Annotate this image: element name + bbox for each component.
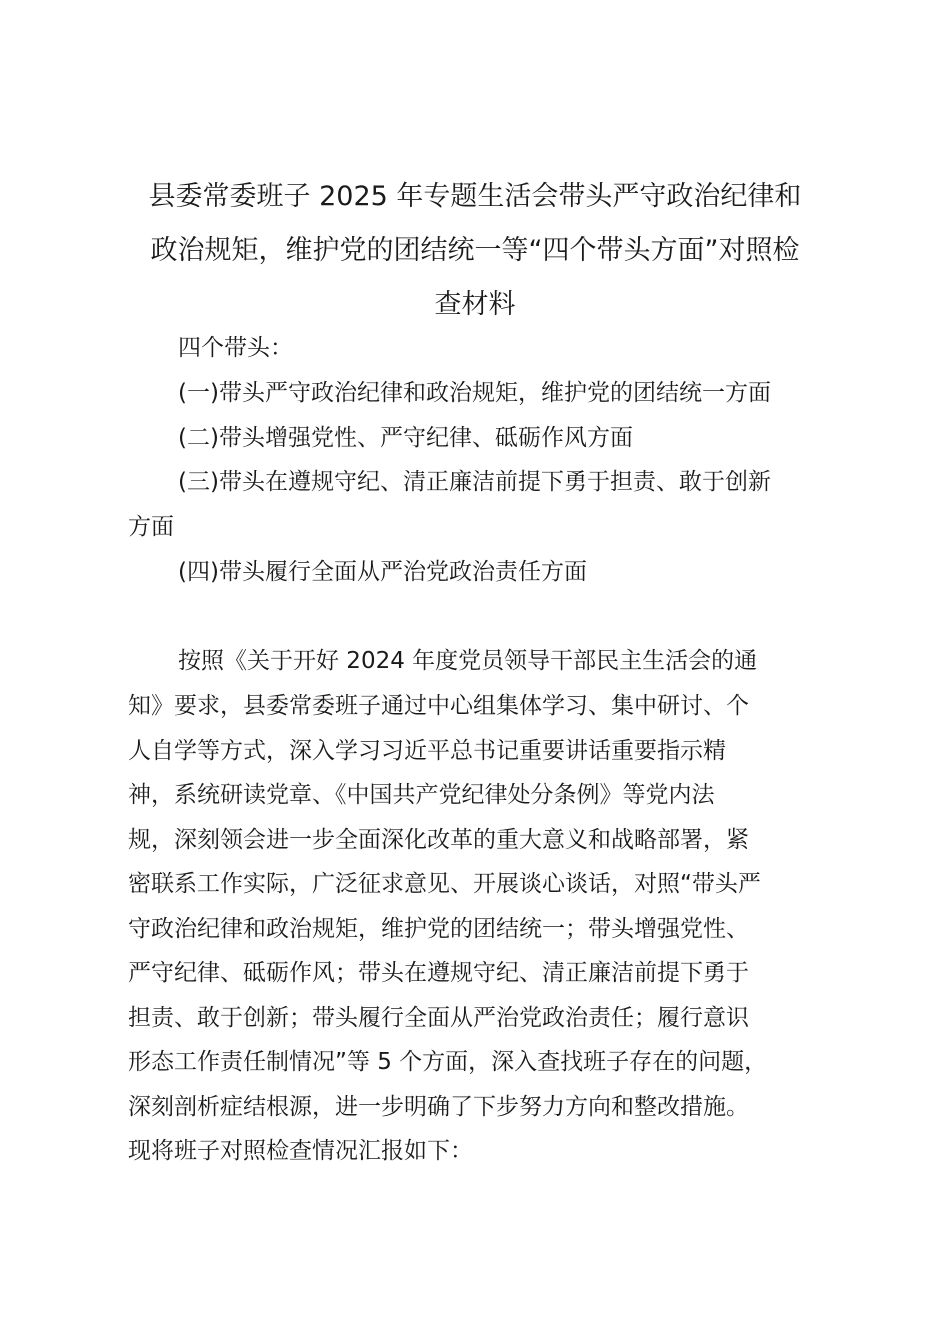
body-line: 守政治纪律和政治规矩，维护党的团结统一；带头增强党性、 <box>128 916 749 942</box>
body-line: 严守纪律、砥砺作风；带头在遵规守纪、清正廉洁前提下勇于 <box>128 960 749 986</box>
body-line: 按照《关于开好 2024 年度党员领导干部民主生活会的通 <box>178 648 758 674</box>
document-title <box>120 170 830 332</box>
body-line: 密联系工作实际，广泛征求意见、开展谈心谈话，对照“带头严 <box>128 871 761 897</box>
title-line-1: 县委常委班子 2025 年专题生活会带头严守政治纪律和 <box>148 181 802 212</box>
title-line-3: 查材料 <box>434 289 516 320</box>
lead-item-3-line-2: 方面 <box>128 514 174 540</box>
title-line-2: 政治规矩，维护党的团结统一等“四个带头方面”对照检 <box>150 235 800 266</box>
body-line: 神，系统研读党章、《中国共产党纪律处分条例》等党内法 <box>128 782 715 808</box>
body-line: 形态工作责任制情况”等 5 个方面，深入查找班子存在的问题， <box>128 1049 768 1075</box>
lead-item-4: (四)带头履行全面从严治党政治责任方面 <box>178 559 587 585</box>
body-line: 担责、敢于创新；带头履行全面从严治党政治责任；履行意识 <box>128 1005 749 1031</box>
body-line: 人自学等方式，深入学习习近平总书记重要讲话重要指示精 <box>128 738 726 764</box>
four-leads-heading: 四个带头： <box>178 335 293 361</box>
body-line: 现将班子对照检查情况汇报如下： <box>128 1138 473 1164</box>
lead-item-1: (一)带头严守政治纪律和政治规矩，维护党的团结统一方面 <box>178 380 771 406</box>
body-line: 规，深刻领会进一步全面深化改革的重大意义和战略部署，紧 <box>128 827 749 853</box>
lead-item-3-line-1: (三)带头在遵规守纪、清正廉洁前提下勇于担责、敢于创新 <box>178 469 771 495</box>
body-line: 深刻剖析症结根源，进一步明确了下步努力方向和整改措施。 <box>128 1094 749 1120</box>
lead-item-2: (二)带头增强党性、严守纪律、砥砺作风方面 <box>178 425 633 451</box>
body-line: 知》要求，县委常委班子通过中心组集体学习、集中研讨、个 <box>128 693 749 719</box>
